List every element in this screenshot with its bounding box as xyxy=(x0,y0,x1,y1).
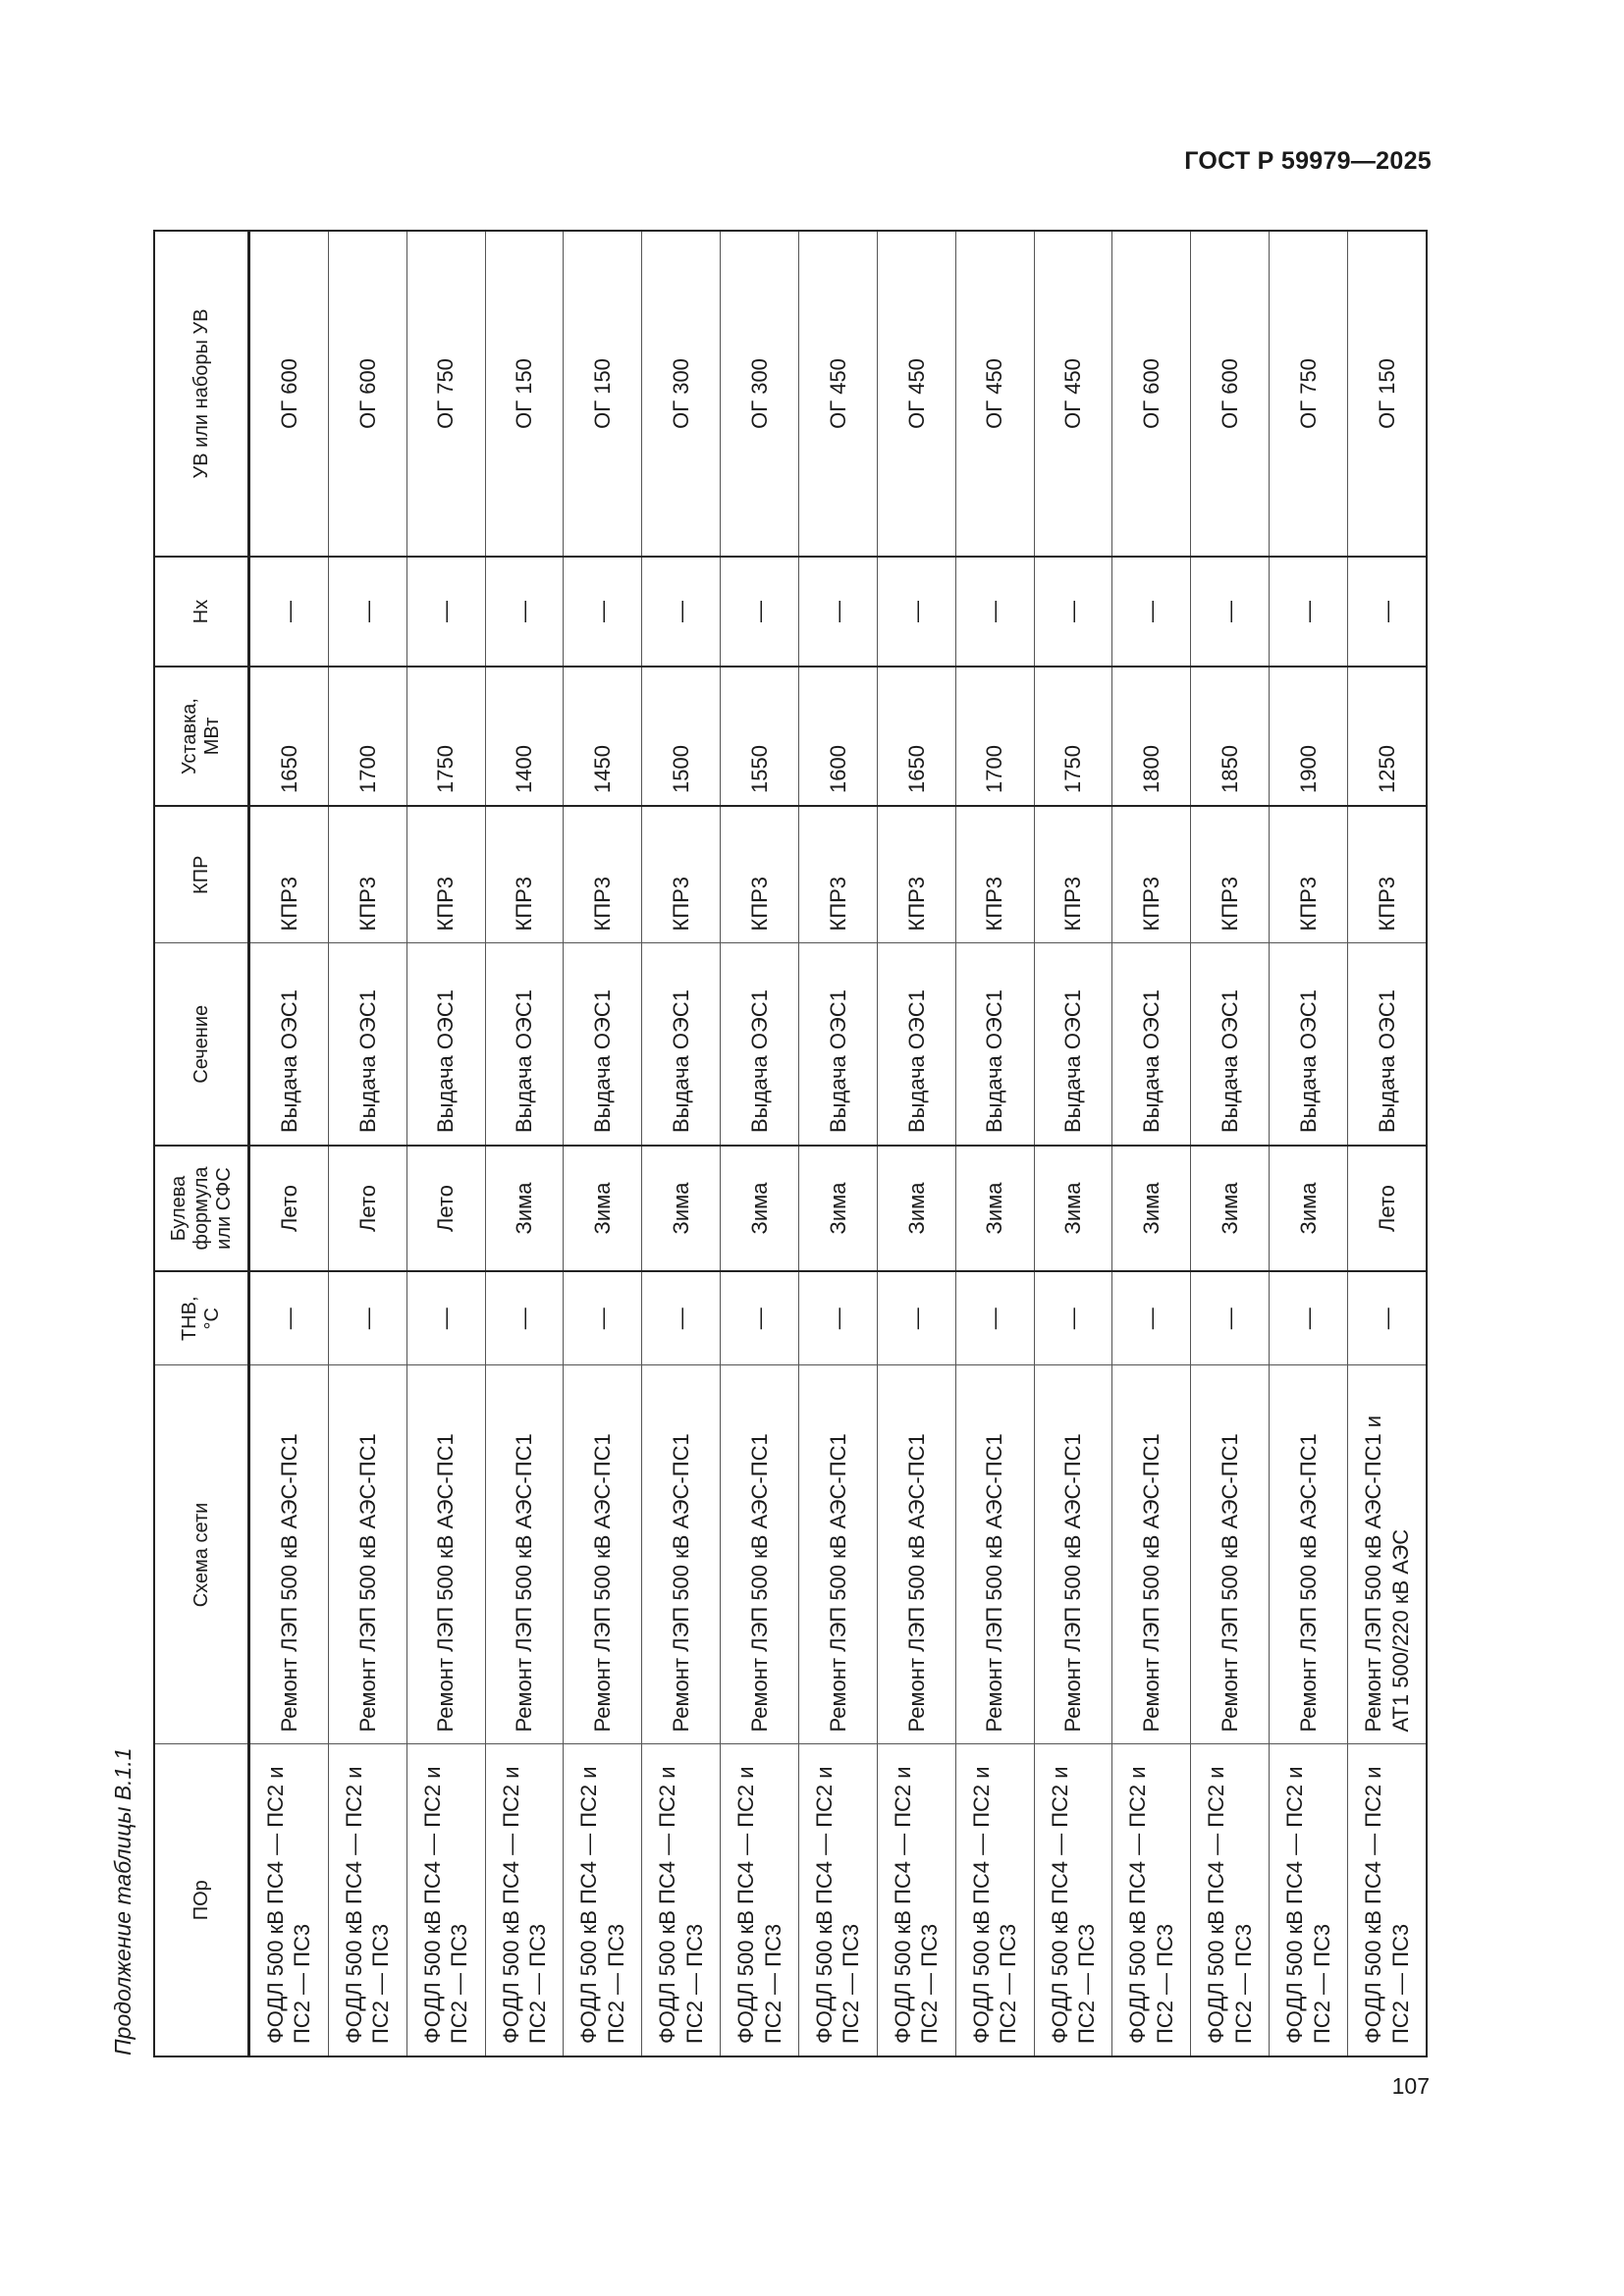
table-cell-scheme: Ремонт ЛЭП 500 кВ АЭС-ПС1 xyxy=(406,1365,485,1744)
column-header: ТНВ, °С xyxy=(154,1271,249,1365)
table-cell-ust: 1550 xyxy=(721,667,799,806)
table-cell-sech: Выдача ОЭС1 xyxy=(485,943,564,1146)
table-cell-tnv: — xyxy=(1034,1271,1112,1365)
table-cell-bool: Зима xyxy=(799,1146,878,1271)
table-row xyxy=(1112,231,1191,2056)
table-cell-uv: ОГ 600 xyxy=(328,231,406,557)
table-header-row xyxy=(154,231,249,2056)
table-cell-tnv: — xyxy=(328,1271,406,1365)
table-cell-ust: 1700 xyxy=(955,667,1034,806)
table-cell-nx: — xyxy=(799,557,878,667)
table-cell-tnv: — xyxy=(1270,1271,1348,1365)
column-header: ПОр xyxy=(154,1744,249,2056)
table-cell-bool: Лето xyxy=(328,1146,406,1271)
table-cell-bool: Зима xyxy=(642,1146,721,1271)
table-cell-nx: — xyxy=(485,557,564,667)
table-cell-tnv: — xyxy=(249,1271,329,1365)
table-cell-kpr: КПР3 xyxy=(1191,806,1270,943)
table-cell-tnv: — xyxy=(1191,1271,1270,1365)
data-table xyxy=(153,230,1428,2057)
table-cell-sech: Выдача ОЭС1 xyxy=(1034,943,1112,1146)
table-cell-bool: Зима xyxy=(1112,1146,1191,1271)
table-cell-tnv: — xyxy=(1112,1271,1191,1365)
table-cell-scheme: Ремонт ЛЭП 500 кВ АЭС-ПС1 xyxy=(1112,1365,1191,1744)
table-cell-scheme: Ремонт ЛЭП 500 кВ АЭС-ПС1 xyxy=(328,1365,406,1744)
table-cell-tnv: — xyxy=(799,1271,878,1365)
column-header: Уставка, МВт xyxy=(154,667,249,806)
column-header: Сечение xyxy=(154,943,249,1146)
table-cell-por: ФОДЛ 500 кВ ПС4 — ПС2 и ПС2 — ПС3 xyxy=(877,1744,955,2056)
table-cell-scheme: Ремонт ЛЭП 500 кВ АЭС-ПС1 xyxy=(564,1365,642,1744)
table-row xyxy=(1034,231,1112,2056)
table-row xyxy=(1270,231,1348,2056)
table-cell-bool: Зима xyxy=(721,1146,799,1271)
table-cell-scheme: Ремонт ЛЭП 500 кВ АЭС-ПС1 xyxy=(721,1365,799,1744)
table-cell-kpr: КПР3 xyxy=(642,806,721,943)
table-cell-uv: ОГ 450 xyxy=(877,231,955,557)
table-cell-nx: — xyxy=(1191,557,1270,667)
column-header: КПР xyxy=(154,806,249,943)
table-cell-ust: 1750 xyxy=(406,667,485,806)
table-cell-nx: — xyxy=(1348,557,1427,667)
table-cell-scheme: Ремонт ЛЭП 500 кВ АЭС-ПС1 xyxy=(955,1365,1034,1744)
table-cell-sech: Выдача ОЭС1 xyxy=(1112,943,1191,1146)
table-cell-uv: ОГ 150 xyxy=(564,231,642,557)
table-cell-sech: Выдача ОЭС1 xyxy=(721,943,799,1146)
table-cell-bool: Зима xyxy=(564,1146,642,1271)
table-cell-nx: — xyxy=(564,557,642,667)
table-row xyxy=(249,231,329,2056)
table-row xyxy=(799,231,878,2056)
table-cell-uv: ОГ 450 xyxy=(1034,231,1112,557)
table-cell-ust: 1650 xyxy=(877,667,955,806)
table-cell-uv: ОГ 450 xyxy=(955,231,1034,557)
table-cell-sech: Выдача ОЭС1 xyxy=(642,943,721,1146)
table-cell-kpr: КПР3 xyxy=(955,806,1034,943)
table-caption: Продолжение таблицы В.1.1 xyxy=(110,1747,135,2056)
table-cell-por: ФОДЛ 500 кВ ПС4 — ПС2 и ПС2 — ПС3 xyxy=(642,1744,721,2056)
table-cell-kpr: КПР3 xyxy=(249,806,329,943)
table-cell-bool: Лето xyxy=(249,1146,329,1271)
table-cell-ust: 1600 xyxy=(799,667,878,806)
table-row xyxy=(955,231,1034,2056)
table-cell-sech: Выдача ОЭС1 xyxy=(249,943,329,1146)
table-container xyxy=(153,232,1428,2057)
table-cell-uv: ОГ 300 xyxy=(642,231,721,557)
table-cell-ust: 1500 xyxy=(642,667,721,806)
table-row xyxy=(642,231,721,2056)
table-cell-scheme: Ремонт ЛЭП 500 кВ АЭС-ПС1 xyxy=(1034,1365,1112,1744)
table-cell-kpr: КПР3 xyxy=(328,806,406,943)
table-cell-scheme: Ремонт ЛЭП 500 кВ АЭС-ПС1 xyxy=(249,1365,329,1744)
table-cell-nx: — xyxy=(1270,557,1348,667)
column-header: Нх xyxy=(154,557,249,667)
table-cell-uv: ОГ 750 xyxy=(406,231,485,557)
table-cell-bool: Зима xyxy=(1191,1146,1270,1271)
table-cell-scheme: Ремонт ЛЭП 500 кВ АЭС-ПС1 xyxy=(799,1365,878,1744)
table-cell-tnv: — xyxy=(564,1271,642,1365)
table-cell-kpr: КПР3 xyxy=(1034,806,1112,943)
table-cell-kpr: КПР3 xyxy=(1348,806,1427,943)
table-row xyxy=(1348,231,1427,2056)
table-cell-scheme: Ремонт ЛЭП 500 кВ АЭС-ПС1 xyxy=(485,1365,564,1744)
table-cell-por: ФОДЛ 500 кВ ПС4 — ПС2 и ПС2 — ПС3 xyxy=(721,1744,799,2056)
table-cell-sech: Выдача ОЭС1 xyxy=(406,943,485,1146)
table-cell-bool: Лето xyxy=(406,1146,485,1271)
table-cell-nx: — xyxy=(721,557,799,667)
table-cell-nx: — xyxy=(328,557,406,667)
table-cell-ust: 1400 xyxy=(485,667,564,806)
table-cell-sech: Выдача ОЭС1 xyxy=(1348,943,1427,1146)
table-cell-kpr: КПР3 xyxy=(877,806,955,943)
table-cell-nx: — xyxy=(406,557,485,667)
table-cell-por: ФОДЛ 500 кВ ПС4 — ПС2 и ПС2 — ПС3 xyxy=(1112,1744,1191,2056)
table-cell-scheme: Ремонт ЛЭП 500 кВ АЭС-ПС1 xyxy=(877,1365,955,1744)
table-cell-scheme: Ремонт ЛЭП 500 кВ АЭС-ПС1 и АТ1 500/220 кВ АЭС xyxy=(1348,1365,1427,1744)
table-cell-bool: Зима xyxy=(1270,1146,1348,1271)
table-cell-bool: Лето xyxy=(1348,1146,1427,1271)
table-cell-sech: Выдача ОЭС1 xyxy=(1191,943,1270,1146)
table-cell-uv: ОГ 750 xyxy=(1270,231,1348,557)
table-cell-bool: Зима xyxy=(877,1146,955,1271)
table-cell-sech: Выдача ОЭС1 xyxy=(799,943,878,1146)
table-cell-ust: 1850 xyxy=(1191,667,1270,806)
column-header: Булева формула или СФС xyxy=(154,1146,249,1271)
table-cell-uv: ОГ 600 xyxy=(1191,231,1270,557)
table-cell-tnv: — xyxy=(485,1271,564,1365)
table-cell-nx: — xyxy=(877,557,955,667)
table-cell-por: ФОДЛ 500 кВ ПС4 — ПС2 и ПС2 — ПС3 xyxy=(955,1744,1034,2056)
table-row xyxy=(564,231,642,2056)
table-cell-ust: 1250 xyxy=(1348,667,1427,806)
table-cell-tnv: — xyxy=(721,1271,799,1365)
table-cell-por: ФОДЛ 500 кВ ПС4 — ПС2 и ПС2 — ПС3 xyxy=(1348,1744,1427,2056)
table-cell-ust: 1800 xyxy=(1112,667,1191,806)
table-cell-scheme: Ремонт ЛЭП 500 кВ АЭС-ПС1 xyxy=(1270,1365,1348,1744)
table-cell-tnv: — xyxy=(877,1271,955,1365)
table-cell-kpr: КПР3 xyxy=(1112,806,1191,943)
table-cell-sech: Выдача ОЭС1 xyxy=(1270,943,1348,1146)
table-cell-uv: ОГ 600 xyxy=(1112,231,1191,557)
table-cell-uv: ОГ 150 xyxy=(485,231,564,557)
table-cell-sech: Выдача ОЭС1 xyxy=(328,943,406,1146)
table-cell-ust: 1700 xyxy=(328,667,406,806)
table-cell-tnv: — xyxy=(955,1271,1034,1365)
table-cell-nx: — xyxy=(249,557,329,667)
page-number: 107 xyxy=(1391,2073,1430,2099)
table-row xyxy=(877,231,955,2056)
table-cell-por: ФОДЛ 500 кВ ПС4 — ПС2 и ПС2 — ПС3 xyxy=(406,1744,485,2056)
table-row xyxy=(1191,231,1270,2056)
table-cell-tnv: — xyxy=(1348,1271,1427,1365)
table-row xyxy=(721,231,799,2056)
table-cell-nx: — xyxy=(955,557,1034,667)
document-code: ГОСТ Р 59979—2025 xyxy=(1184,147,1432,175)
table-cell-tnv: — xyxy=(406,1271,485,1365)
table-row xyxy=(485,231,564,2056)
table-cell-ust: 1900 xyxy=(1270,667,1348,806)
table-cell-kpr: КПР3 xyxy=(564,806,642,943)
table-cell-ust: 1650 xyxy=(249,667,329,806)
table-cell-por: ФОДЛ 500 кВ ПС4 — ПС2 и ПС2 — ПС3 xyxy=(1270,1744,1348,2056)
table-cell-nx: — xyxy=(642,557,721,667)
column-header: Схема сети xyxy=(154,1365,249,1744)
table-cell-por: ФОДЛ 500 кВ ПС4 — ПС2 и ПС2 — ПС3 xyxy=(1034,1744,1112,2056)
table-cell-kpr: КПР3 xyxy=(406,806,485,943)
table-cell-por: ФОДЛ 500 кВ ПС4 — ПС2 и ПС2 — ПС3 xyxy=(564,1744,642,2056)
table-cell-uv: ОГ 450 xyxy=(799,231,878,557)
table-cell-sech: Выдача ОЭС1 xyxy=(955,943,1034,1146)
table-cell-nx: — xyxy=(1034,557,1112,667)
table-cell-kpr: КПР3 xyxy=(1270,806,1348,943)
table-cell-nx: — xyxy=(1112,557,1191,667)
table-cell-por: ФОДЛ 500 кВ ПС4 — ПС2 и ПС2 — ПС3 xyxy=(249,1744,329,2056)
table-cell-kpr: КПР3 xyxy=(721,806,799,943)
table-cell-bool: Зима xyxy=(485,1146,564,1271)
table-cell-sech: Выдача ОЭС1 xyxy=(877,943,955,1146)
table-cell-bool: Зима xyxy=(955,1146,1034,1271)
table-cell-uv: ОГ 150 xyxy=(1348,231,1427,557)
table-cell-kpr: КПР3 xyxy=(485,806,564,943)
table-cell-ust: 1450 xyxy=(564,667,642,806)
table-cell-scheme: Ремонт ЛЭП 500 кВ АЭС-ПС1 xyxy=(1191,1365,1270,1744)
table-row xyxy=(406,231,485,2056)
table-cell-kpr: КПР3 xyxy=(799,806,878,943)
table-cell-uv: ОГ 600 xyxy=(249,231,329,557)
table-cell-ust: 1750 xyxy=(1034,667,1112,806)
table-row xyxy=(328,231,406,2056)
table-cell-por: ФОДЛ 500 кВ ПС4 — ПС2 и ПС2 — ПС3 xyxy=(799,1744,878,2056)
column-header: УВ или наборы УВ xyxy=(154,231,249,557)
table-cell-uv: ОГ 300 xyxy=(721,231,799,557)
table-cell-por: ФОДЛ 500 кВ ПС4 — ПС2 и ПС2 — ПС3 xyxy=(485,1744,564,2056)
table-cell-bool: Зима xyxy=(1034,1146,1112,1271)
table-cell-sech: Выдача ОЭС1 xyxy=(564,943,642,1146)
table-cell-scheme: Ремонт ЛЭП 500 кВ АЭС-ПС1 xyxy=(642,1365,721,1744)
table-cell-tnv: — xyxy=(642,1271,721,1365)
table-cell-por: ФОДЛ 500 кВ ПС4 — ПС2 и ПС2 — ПС3 xyxy=(328,1744,406,2056)
table-cell-por: ФОДЛ 500 кВ ПС4 — ПС2 и ПС2 — ПС3 xyxy=(1191,1744,1270,2056)
